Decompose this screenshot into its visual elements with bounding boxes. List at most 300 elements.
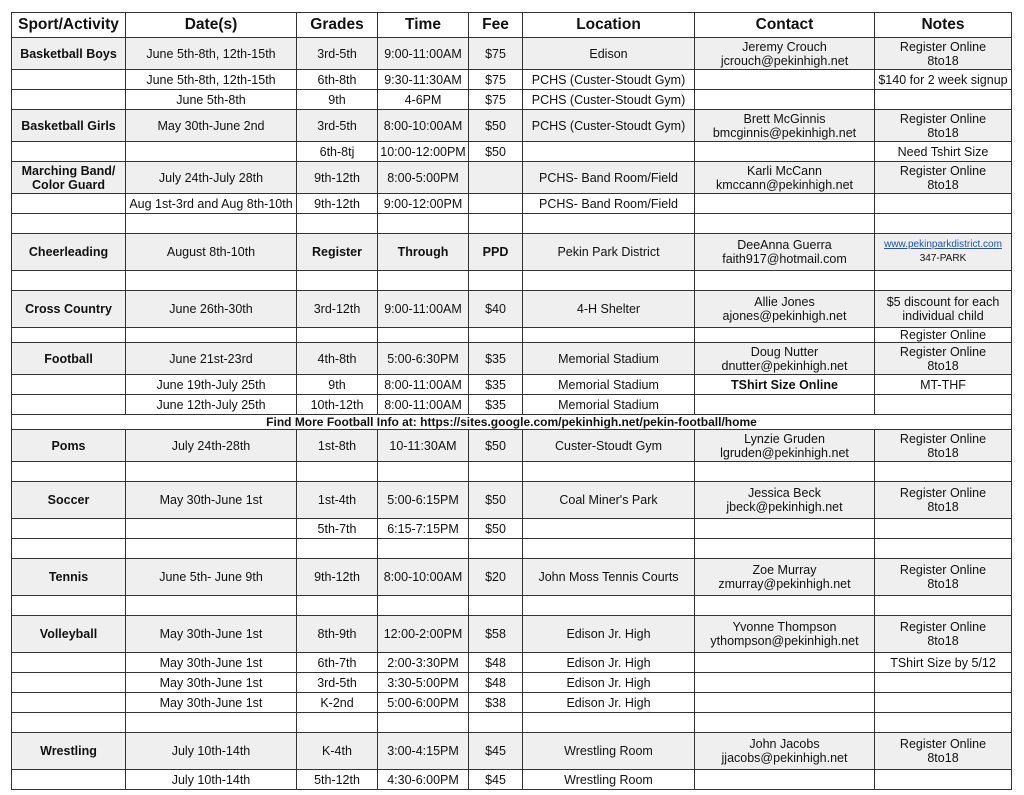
location-cell	[523, 770, 695, 790]
sport-cell	[12, 596, 126, 616]
grades-cell	[297, 519, 378, 539]
table-row	[12, 162, 1012, 194]
contact-cell-line1: John Jacobs	[749, 737, 820, 751]
location-cell	[523, 519, 695, 539]
notes-cell-line2: individual child	[902, 309, 984, 323]
notes-cell-line2: 8to18	[927, 577, 959, 591]
grades-cell	[297, 162, 378, 194]
time-cell-line1: 9:00-11:00AM	[384, 46, 462, 61]
grades-cell	[297, 770, 378, 790]
sport-cell	[12, 770, 126, 790]
location-cell	[523, 616, 695, 653]
grades-cell	[297, 110, 378, 142]
time-cell-line1: 8:00-10:00AM	[383, 118, 463, 133]
dates-cell	[126, 375, 297, 395]
sport-cell-line1: Marching Band/	[21, 163, 116, 178]
fee-cell	[469, 596, 523, 616]
time-cell	[378, 328, 469, 343]
sport-cell	[12, 271, 126, 291]
table-row	[12, 90, 1012, 110]
contact-cell	[695, 733, 875, 770]
contact-cell	[695, 693, 875, 713]
grades-cell	[297, 271, 378, 291]
fee-cell-line1: $48	[485, 675, 506, 690]
sport-cell	[12, 328, 126, 343]
notes-cell-line1: Register Online	[899, 344, 987, 359]
grades-cell-line1: 9th-12th	[314, 170, 360, 185]
contact-cell-line2: jbeck@pekinhigh.net	[726, 500, 843, 514]
fee-cell	[469, 291, 523, 328]
notes-cell-line1: Register Online	[899, 486, 987, 500]
sport-cell	[12, 142, 126, 162]
grades-cell	[297, 395, 378, 415]
fee-cell	[469, 430, 523, 462]
time-cell	[378, 519, 469, 539]
grades-cell-line1: 9th-12th	[314, 196, 360, 211]
schedule-body-2	[12, 430, 1012, 790]
time-cell-line1: 3:00-4:15PM	[387, 744, 459, 758]
dates-cell	[126, 713, 297, 733]
time-cell	[378, 90, 469, 110]
grades-cell	[297, 90, 378, 110]
time-cell	[378, 616, 469, 653]
time-cell	[378, 539, 469, 559]
grades-cell	[297, 343, 378, 375]
time-cell-line1: 9:30-11:30AM	[384, 72, 462, 87]
fee-cell	[469, 653, 523, 673]
contact-cell	[695, 234, 875, 271]
sport-cell	[12, 519, 126, 539]
location-cell-line1: Edison	[589, 46, 628, 61]
dates-cell	[126, 162, 297, 194]
notes-cell-line1: Register Online	[899, 163, 987, 178]
location-cell-line1: Custer-Stoudt Gym	[555, 438, 662, 453]
notes-cell	[875, 234, 1012, 271]
table-row	[12, 653, 1012, 673]
dates-cell	[126, 482, 297, 519]
dates-cell	[126, 770, 297, 790]
fee-cell	[469, 234, 523, 271]
sport-cell	[12, 462, 126, 482]
notes-cell	[875, 693, 1012, 713]
notes-cell	[875, 482, 1012, 519]
location-cell-line1: Edison Jr. High	[566, 695, 651, 710]
notes-cell-line1: Register Online	[899, 737, 987, 751]
sport-cell	[12, 234, 126, 271]
dates-cell-line1: May 30th-June 1st	[159, 675, 263, 690]
notes-cell-line2: 8to18	[927, 445, 959, 460]
notes-cell-line1: Need Tshirt Size	[897, 144, 989, 159]
time-cell-line1: 8:00-11:00AM	[384, 377, 462, 392]
notes-cell-line1: $140 for 2 week signup	[878, 72, 1008, 87]
grades-cell-line1: K-2nd	[320, 695, 354, 710]
contact-cell	[695, 291, 875, 328]
location-cell	[523, 733, 695, 770]
dates-cell-line1: June 5th-8th	[176, 92, 246, 107]
time-cell	[378, 214, 469, 234]
header-fee: Fee	[469, 13, 523, 38]
time-cell	[378, 693, 469, 713]
time-cell-line1: 3:30-5:00PM	[387, 675, 459, 690]
fee-cell	[469, 328, 523, 343]
location-cell-line1: PCHS (Custer-Stoudt Gym)	[531, 118, 686, 133]
contact-cell-line2: zmurray@pekinhigh.net	[718, 577, 851, 591]
grades-cell	[297, 375, 378, 395]
contact-cell	[695, 271, 875, 291]
fee-cell	[469, 375, 523, 395]
time-cell	[378, 430, 469, 462]
table-row	[12, 673, 1012, 693]
sport-cell	[12, 482, 126, 519]
location-cell-line1: Wrestling Room	[564, 744, 653, 758]
contact-cell	[695, 713, 875, 733]
notes-cell-line1: MT-THF	[920, 377, 966, 392]
sport-cell	[12, 38, 126, 70]
contact-cell-line2: lgruden@pekinhigh.net	[720, 445, 849, 460]
location-cell	[523, 673, 695, 693]
header-time: Time	[378, 13, 469, 38]
grades-cell-line1: 3rd-12th	[313, 302, 361, 316]
time-cell	[378, 271, 469, 291]
notes-cell	[875, 343, 1012, 375]
table-row	[12, 430, 1012, 462]
summer-camps-schedule	[11, 12, 1011, 790]
contact-cell-line1: Yvonne Thompson	[732, 620, 837, 634]
contact-cell-line1: Brett McGinnis	[743, 111, 826, 126]
notes-cell-line1: Register Online	[899, 563, 987, 577]
notes-cell	[875, 70, 1012, 90]
notes-cell	[875, 142, 1012, 162]
location-cell	[523, 539, 695, 559]
table-row	[12, 395, 1012, 415]
dates-cell	[126, 616, 297, 653]
schedule-table	[11, 12, 1012, 790]
sport-cell	[12, 90, 126, 110]
notes-cell	[875, 519, 1012, 539]
contact-cell	[695, 328, 875, 343]
grades-cell-line1: 9th-12th	[314, 570, 360, 584]
notes-cell	[875, 539, 1012, 559]
fee-cell-line1: $50	[485, 118, 506, 133]
grades-cell	[297, 713, 378, 733]
location-cell	[523, 110, 695, 142]
fee-cell	[469, 519, 523, 539]
time-cell-line1: 6:15-7:15PM	[387, 521, 459, 536]
contact-cell	[695, 430, 875, 462]
sport-cell-line1: Volleyball	[39, 627, 98, 641]
time-cell	[378, 110, 469, 142]
fee-cell-line1: $45	[485, 744, 506, 758]
grades-cell-line1: 9th	[328, 92, 346, 107]
grades-cell	[297, 596, 378, 616]
sport-cell	[12, 343, 126, 375]
sport-cell-line2: Color Guard	[32, 177, 105, 192]
sport-cell-line1: Soccer	[47, 493, 90, 507]
table-row	[12, 194, 1012, 214]
notes-cell-line1: Register Online	[899, 620, 987, 634]
grades-cell	[297, 559, 378, 596]
notes-cell	[875, 713, 1012, 733]
fee-cell	[469, 770, 523, 790]
location-cell	[523, 395, 695, 415]
notes-cell	[875, 90, 1012, 110]
header-contact: Contact	[695, 13, 875, 38]
contact-cell	[695, 596, 875, 616]
contact-cell	[695, 142, 875, 162]
contact-cell	[695, 395, 875, 415]
location-cell	[523, 559, 695, 596]
time-cell	[378, 462, 469, 482]
table-row	[12, 375, 1012, 395]
fee-cell	[469, 194, 523, 214]
table-row	[12, 343, 1012, 375]
table-row	[12, 328, 1012, 343]
dates-cell-line1: Aug 1st-3rd and Aug 8th-10th	[129, 196, 293, 211]
grades-cell	[297, 38, 378, 70]
dates-cell	[126, 38, 297, 70]
sport-cell	[12, 70, 126, 90]
sport-cell-line1: Cheerleading	[28, 245, 109, 259]
sport-cell	[12, 653, 126, 673]
contact-cell-line1: Jessica Beck	[748, 486, 821, 500]
time-cell-line1: 10:00-12:00PM	[380, 144, 466, 159]
time-cell	[378, 142, 469, 162]
sport-cell	[12, 616, 126, 653]
location-cell	[523, 713, 695, 733]
time-cell	[378, 291, 469, 328]
sport-cell	[12, 375, 126, 395]
grades-cell	[297, 693, 378, 713]
contact-cell	[695, 70, 875, 90]
location-cell-line1: Pekin Park District	[557, 245, 660, 259]
dates-cell	[126, 234, 297, 271]
time-cell-line1: 4:30-6:00PM	[387, 772, 459, 787]
grades-cell-line1: Register	[311, 245, 363, 259]
time-cell	[378, 194, 469, 214]
contact-cell-line1: Lynzie Gruden	[744, 431, 825, 446]
location-cell	[523, 596, 695, 616]
notes-cell	[875, 271, 1012, 291]
grades-cell-line1: 4th-8th	[317, 351, 357, 366]
contact-cell	[695, 482, 875, 519]
header-notes: Notes	[875, 13, 1012, 38]
location-cell	[523, 162, 695, 194]
dates-cell	[126, 430, 297, 462]
grades-cell	[297, 616, 378, 653]
notes-cell-line2: 8to18	[927, 53, 959, 68]
location-cell	[523, 375, 695, 395]
location-cell	[523, 653, 695, 673]
time-cell-line1: 5:00-6:30PM	[387, 351, 459, 366]
dates-cell-line1: May 30th-June 1st	[159, 695, 263, 710]
contact-cell-line2: ajones@pekinhigh.net	[722, 309, 847, 323]
fee-cell	[469, 482, 523, 519]
table-row	[12, 693, 1012, 713]
sport-cell	[12, 559, 126, 596]
dates-cell	[126, 142, 297, 162]
fee-cell-line1: $38	[485, 695, 506, 710]
contact-cell-line1: Karli McCann	[746, 163, 823, 178]
location-cell	[523, 271, 695, 291]
location-cell-line1: Memorial Stadium	[558, 351, 659, 366]
location-cell-line1: PCHS (Custer-Stoudt Gym)	[531, 92, 686, 107]
sport-cell	[12, 110, 126, 142]
grades-cell	[297, 673, 378, 693]
notes-cell-line2: 8to18	[927, 751, 959, 765]
fee-cell-line1: $50	[485, 493, 506, 507]
time-cell-line1: 8:00-5:00PM	[387, 170, 459, 185]
notes-cell	[875, 214, 1012, 234]
contact-cell	[695, 110, 875, 142]
dates-cell-line1: May 30th-June 1st	[159, 655, 263, 670]
contact-cell	[695, 559, 875, 596]
football-info-banner: Find More Football Info at: https://sites.google.com/pekinhigh.net/pekin-football/home	[12, 415, 1012, 430]
grades-cell-line1: 5th-7th	[317, 521, 357, 536]
location-cell-line1: Memorial Stadium	[558, 397, 659, 412]
notes-cell-line2: 8to18	[927, 634, 959, 648]
notes-cell	[875, 559, 1012, 596]
fee-cell	[469, 343, 523, 375]
header-sport: Sport/Activity	[12, 13, 126, 38]
dates-cell	[126, 596, 297, 616]
location-cell	[523, 142, 695, 162]
grades-cell-line1: 1st-8th	[317, 438, 357, 453]
contact-cell	[695, 214, 875, 234]
dates-cell-line1: June 5th-8th, 12th-15th	[146, 72, 276, 87]
notes-cell	[875, 770, 1012, 790]
notes-cell	[875, 616, 1012, 653]
time-cell	[378, 375, 469, 395]
location-cell	[523, 693, 695, 713]
notes-cell	[875, 291, 1012, 328]
contact-cell	[695, 519, 875, 539]
notes-cell	[875, 38, 1012, 70]
table-row	[12, 770, 1012, 790]
notes-cell-line1: $5 discount for each	[886, 295, 1000, 309]
notes-cell	[875, 653, 1012, 673]
contact-cell	[695, 616, 875, 653]
dates-cell	[126, 194, 297, 214]
fee-cell	[469, 395, 523, 415]
fee-cell	[469, 733, 523, 770]
fee-cell	[469, 214, 523, 234]
contact-cell	[695, 673, 875, 693]
sport-cell-line1: Basketball Girls	[21, 118, 116, 133]
header-location: Location	[523, 13, 695, 38]
contact-cell	[695, 653, 875, 673]
location-cell-line1: Edison Jr. High	[566, 655, 651, 670]
sport-cell-line1: Basketball Boys	[20, 46, 117, 61]
grades-cell	[297, 328, 378, 343]
table-row	[12, 214, 1012, 234]
dates-cell-line1: June 26th-30th	[169, 302, 253, 316]
sport-cell	[12, 291, 126, 328]
dates-cell-line1: June 12th-July 25th	[156, 397, 266, 412]
location-cell	[523, 90, 695, 110]
notes-cell	[875, 462, 1012, 482]
table-row	[12, 519, 1012, 539]
dates-cell-line1: July 10th-14th	[171, 772, 251, 787]
contact-cell	[695, 539, 875, 559]
notes-cell	[875, 430, 1012, 462]
location-cell	[523, 38, 695, 70]
fee-cell-line1: $50	[485, 521, 506, 536]
notes-cell-line1: Register Online	[899, 111, 987, 126]
location-cell-line1: PCHS- Band Room/Field	[539, 170, 678, 185]
grades-cell-line1: 6th-8tj	[319, 144, 355, 159]
dates-cell-line1: June 5th- June 9th	[159, 570, 263, 584]
fee-cell	[469, 462, 523, 482]
grades-cell	[297, 482, 378, 519]
dates-cell	[126, 462, 297, 482]
dates-cell	[126, 291, 297, 328]
grades-cell	[297, 733, 378, 770]
contact-cell-line1: Allie Jones	[754, 295, 815, 309]
fee-cell-line1: $75	[485, 92, 506, 107]
contact-cell-line1: Zoe Murray	[752, 563, 817, 577]
dates-cell-line1: July 10th-14th	[171, 744, 251, 758]
dates-cell	[126, 328, 297, 343]
time-cell	[378, 395, 469, 415]
fee-cell-line1: $50	[485, 144, 506, 159]
grades-cell	[297, 539, 378, 559]
fee-cell-line1: $20	[485, 570, 506, 584]
notes-cell-line1: Register Online	[899, 39, 987, 54]
sport-cell	[12, 733, 126, 770]
table-row	[12, 142, 1012, 162]
time-cell-line1: 12:00-2:00PM	[383, 627, 463, 641]
dates-cell	[126, 271, 297, 291]
sport-cell	[12, 673, 126, 693]
notes-cell	[875, 194, 1012, 214]
dates-cell	[126, 214, 297, 234]
grades-cell-line1: 1st-4th	[317, 493, 357, 507]
contact-cell	[695, 194, 875, 214]
header-row	[12, 13, 1012, 38]
table-row	[12, 271, 1012, 291]
time-cell	[378, 38, 469, 70]
time-cell-line1: 5:00-6:00PM	[387, 695, 459, 710]
park-district-phone: 347-PARK	[919, 253, 967, 264]
grades-cell-line1: 6th-8th	[317, 72, 357, 87]
fee-cell	[469, 616, 523, 653]
grades-cell-line1: 10th-12th	[310, 397, 364, 412]
header-dates: Date(s)	[126, 13, 297, 38]
grades-cell	[297, 214, 378, 234]
fee-cell	[469, 539, 523, 559]
fee-cell-line1: $45	[485, 772, 506, 787]
sport-cell-line1: Poms	[51, 438, 86, 453]
park-district-link[interactable]: www.pekinparkdistrict.com	[884, 239, 1002, 250]
contact-cell	[695, 162, 875, 194]
location-cell	[523, 194, 695, 214]
sport-cell-line1: Tennis	[48, 570, 89, 584]
fee-cell	[469, 559, 523, 596]
sport-cell	[12, 214, 126, 234]
fee-cell	[469, 673, 523, 693]
fee-cell-line1: $75	[485, 46, 506, 61]
notes-cell	[875, 733, 1012, 770]
fee-cell	[469, 38, 523, 70]
table-row	[12, 733, 1012, 770]
contact-cell-line2: bmcginnis@pekinhigh.net	[712, 125, 857, 140]
notes-cell-line2: 8to18	[927, 358, 959, 373]
dates-cell	[126, 673, 297, 693]
notes-cell	[875, 596, 1012, 616]
fee-cell-line1: $75	[485, 72, 506, 87]
location-cell	[523, 328, 695, 343]
table-row	[12, 110, 1012, 142]
